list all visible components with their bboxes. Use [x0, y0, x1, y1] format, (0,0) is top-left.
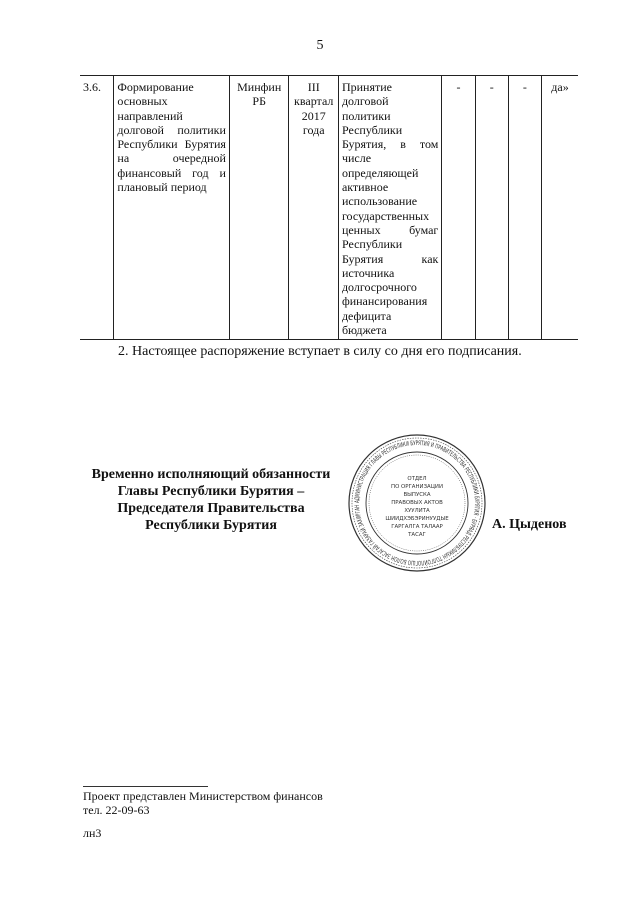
value-cell-7: - — [475, 76, 508, 340]
value-cell-6: - — [442, 76, 475, 340]
official-seal — [346, 432, 488, 574]
seal-text-line: ВЫПУСКА — [403, 492, 431, 498]
footnote-divider — [83, 786, 208, 787]
result-cell: Принятие долговой политики Республики Бурятия, в том числе определяющей активное использование государственных ценных бумаг Республики Бурятия как источника долгосрочного финансирования дефицита бюджета — [338, 76, 441, 340]
effective-date-paragraph: 2. Настоящее распоряжение вступает в силу со дня его подписания. — [118, 344, 522, 359]
executor-cell: Минфин РБ — [229, 76, 289, 340]
document-code: лн3 — [83, 826, 102, 840]
signatory-title-line: Председателя Правительства — [117, 501, 305, 516]
seal-text-line: ПРАВОВЫХ АКТОВ — [391, 500, 443, 506]
footnote-prepared-by: Проект представлен Министерством финансов — [83, 789, 323, 803]
footnote — [83, 789, 323, 817]
signatory-title — [78, 466, 344, 534]
row-number: 3.6. — [83, 80, 101, 94]
signatory-title-line: Республики Бурятия — [145, 518, 277, 533]
page-number: 5 — [316, 38, 324, 53]
seal-text-line: ГАРГАЛГА ТАЛААР — [391, 524, 443, 530]
seal-text-line: ТАСАГ — [408, 532, 426, 538]
seal-ring-text: АДМИНИСТРАЦИЯ ГЛАВЫ РЕСПУБЛИКИ БУРЯТИЯ И ПРАВИТЕЛЬСТВА РЕСПУБЛИКИ БУРЯТИЯ · БУРЯАД РЕСПУБЛИКЫН ТОЛГОЙЛОГШО БОЛОН ЗАСАГАЙ ГАЗАРАЙ ЗАХИРГАН — [353, 439, 481, 567]
event-cell: Формирование основных направлений долговой политики Республики Бурятия на очередной финансовый год и плановый период — [114, 76, 230, 340]
signatory-title-line: Временно исполняющий обязанности — [91, 467, 331, 482]
term-cell: III квартал 2017 года — [289, 76, 338, 340]
seal-text-line: ШИИДХЭБЭРИНУУДЫЕ — [385, 516, 449, 522]
value-cell-9: да» — [542, 76, 578, 340]
table-row — [80, 76, 578, 340]
seal-text-line: ХУУЛИТА — [404, 508, 430, 514]
value-cell-8: - — [508, 76, 541, 340]
signer-name: А. Цыденов — [492, 517, 567, 532]
seal-text-line: ОТДЕЛ — [407, 476, 427, 482]
plan-table — [80, 75, 578, 340]
seal-text-line: ПО ОРГАНИЗАЦИИ — [391, 484, 443, 490]
signatory-title-line: Главы Республики Бурятия – — [117, 484, 305, 499]
footnote-phone: тел. 22-09-63 — [83, 803, 150, 817]
